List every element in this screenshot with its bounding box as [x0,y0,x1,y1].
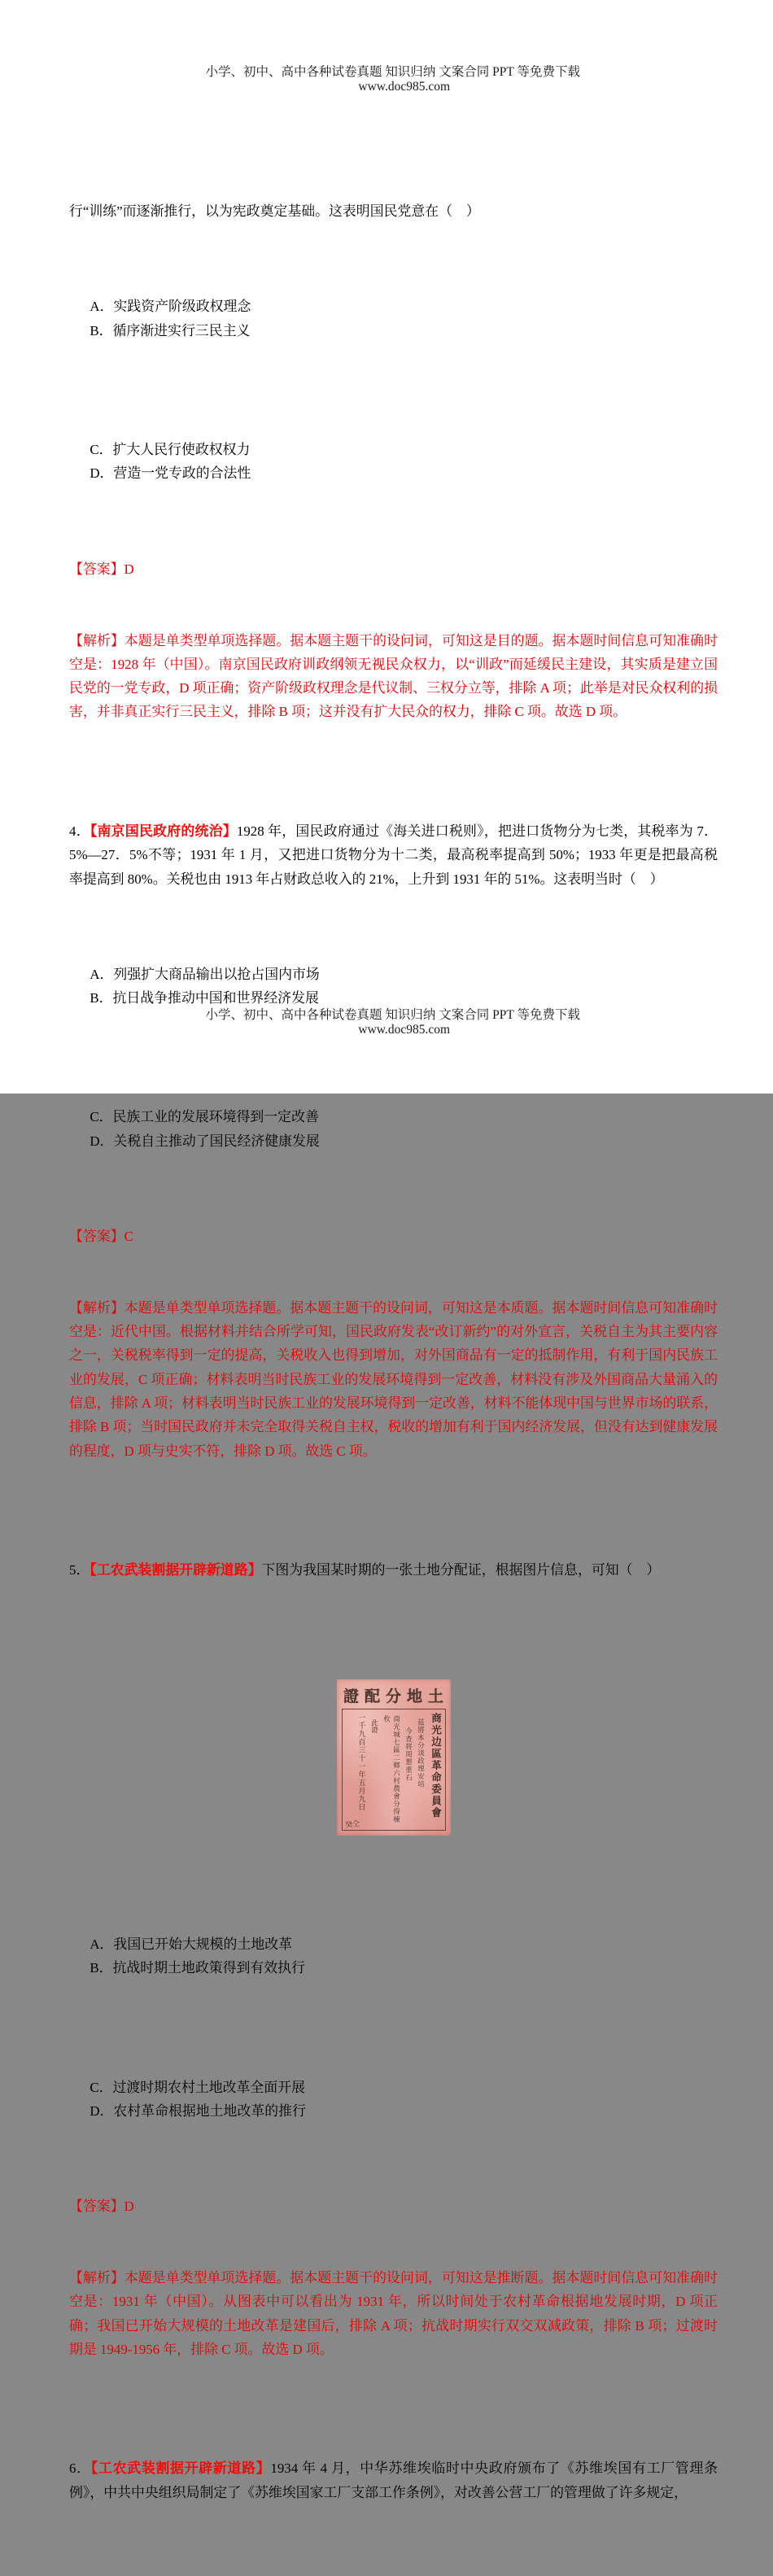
certificate-date: 一千九百三十一年五月九日 [357,1713,366,1811]
q6-topic-tag: 【工农武装割据开辟新道路】 [90,2460,271,2477]
q6-number: 6． [69,2460,91,2477]
certificate-handwriting-3: 商光城七區二鄉六村農會分得楝枚 [382,1714,401,1823]
q5-topic-tag: 【工农武装割据开辟新道路】 [90,1562,262,1578]
q3-answer: 【答案】D [69,561,134,577]
q4-options-row-2 [69,1081,718,1177]
q4-stem: 1928 年，国民政府通过《海关进口税则》，把进口货物分为七类，其税率为 7．5%—27．5%不等；1931 年 1 月，又把进口货物分为十二类，最高税率提高到 50%；1933 年更是把最高税率提高到 80%。关税也由 1913 年占财政总收入的 21%，上升到 1931 年的 51%。这表明当时（ ） [69,823,718,887]
q5-option-b: B．抗战时期土地政策得到有效执行 [90,1960,305,1976]
q4-topic-tag: 【南京国民政府的统治】 [90,823,237,839]
certificate-signature: 癸仝 [343,1818,360,1829]
q3-option-d: D．营造一党专政的合法性 [90,465,251,482]
q4-option-b: B．抗日战争推动中国和世界经济发展 [90,989,319,1006]
q6-stem: 1934 年 4 月，中华苏维埃临时中央政府颁布了《苏维埃国有工厂管理条例》，中共中央组织局制定了《苏维埃国家工厂支部工作条例》，对改善公营工厂的管理做了许多规定， [69,2460,718,2500]
header-url: www.doc985.com [358,80,451,94]
q5-option-d: D．农村革命根据地土地改革的推行 [90,2102,306,2119]
q5-question [69,1558,718,1582]
certificate-org-column: 商光边區革命委員會 [430,1712,442,1819]
q5-option-a: A．我国已开始大规模的土地改革 [90,1936,293,1952]
q3-options-row-2 [69,414,718,509]
page-footer [0,990,773,1052]
certificate-body [342,1709,446,1831]
q4-answer: 【答案】C [69,1228,133,1244]
q3-options-row-1 [69,271,718,366]
certificate-note: 此證 [370,1718,379,1733]
footer-url: www.doc985.com [358,1023,451,1037]
q4-analysis: 【解析】本题是单类型单项选择题。据本题主题干的设问词，可知这是本质题。据本题时间信息可知准确时空是：近代中国。根据材料并结合所学可知，国民政府发表“改订新约”的对外宣言，关税自主为其主要内容之一，关税税率得到一定的提高，关税收入也得到增加，对外国商品有一定的抵制作用，有利于国内民族工业的发展，C 项正确；材料表明当时民族工业的发展环境得到一定改善，材料没有涉及外国商品大量涌入的信息，排除 A 项；材料表明当时民族工业的发展环境得到一定改善，材料不能体现中国与世界市场的联系，排除 B 项；当时国民政府并未完全取得关税自主权，税收的增加有利于国内经济发展，但没有达到健康发展的程度，D 项与史实不符，排除 D 项。故选 C 项。 [69,1299,718,1459]
q4-option-d: D．关税自主推动了国民经济健康发展 [90,1133,320,1149]
footer-text: 小学、初中、高中各种试卷真题 知识归纳 文案合同 PPT 等免费下载 [205,1008,580,1022]
q3-stem: 行“训练”而逐渐推行，以为宪政奠定基础。这表明国民党意在（ ） [69,203,480,220]
q4-number: 4． [69,823,90,839]
q5-number: 5． [69,1562,90,1578]
certificate-handwriting-1: 兹將本分谈政理安培 [417,1718,426,1788]
q5-answer: 【答案】D [69,2198,134,2215]
certificate-title: 證配分地土 [343,1687,449,1705]
q5-option-c: C．过渡时期农村土地改革全面开展 [90,2079,305,2095]
certificate-handwriting-2: 今查将周懇重石 [404,1727,413,1782]
q3-analysis: 【解析】本题是单类型单项选择题。据本题主题干的设问词，可知这是目的题。据本题时间信息可知准确时空是：1928 年（中国）。南京国民政府训政纲领无视民众权力，以“训政”而延缓民主建设，其实质是建立国民党的一党专政，D 项正确；资产阶级政权理念是代议制、三权分立等，排除 A 项；此举是对民众权利的损害，并非真正实行三民主义，排除 B 项；这并没有扩大民众的权力，排除 C 项。故选 D 项。 [69,632,718,720]
header-text: 小学、初中、高中各种试卷真题 知识归纳 文案合同 PPT 等免费下载 [205,65,580,79]
page-header [0,47,773,109]
q6-question [69,2456,718,2504]
q4-question [69,819,718,891]
q3-option-a: A．实践资产阶级政权理念 [90,299,251,315]
q5-options-row-2 [69,2051,718,2146]
q5-stem: 下图为我国某时期的一张土地分配证，根据图片信息，可知（ ） [261,1562,661,1578]
land-certificate-photo [337,1679,451,1836]
q5-analysis: 【解析】本题是单类型单项选择题。据本题主题干的设问词，可知这是推断题。据本题时间信息可知准确时空是：1931 年（中国）。从图表中可以看出为 1931 年，所以时间处于农村革命根据地发展时期，D 项正确；我国已开始大规模的土地改革是建国后，排除 A 项；抗战时期实行双交双减政策，排除 B 项；过渡时期是 1949-1956 年，排除 C 项。故选 D 项。 [69,2269,718,2357]
q4-option-c: C．民族工业的发展环境得到一定改善 [90,1109,319,1125]
q3-option-c: C．扩大人民行使政权权力 [90,442,251,458]
q4-option-a: A．列强扩大商品输出以抢占国内市场 [90,966,320,982]
q5-options-row-1 [69,1908,718,2003]
document-body [69,104,718,2576]
q3-option-b: B．循序渐进实行三民主义 [90,322,251,338]
